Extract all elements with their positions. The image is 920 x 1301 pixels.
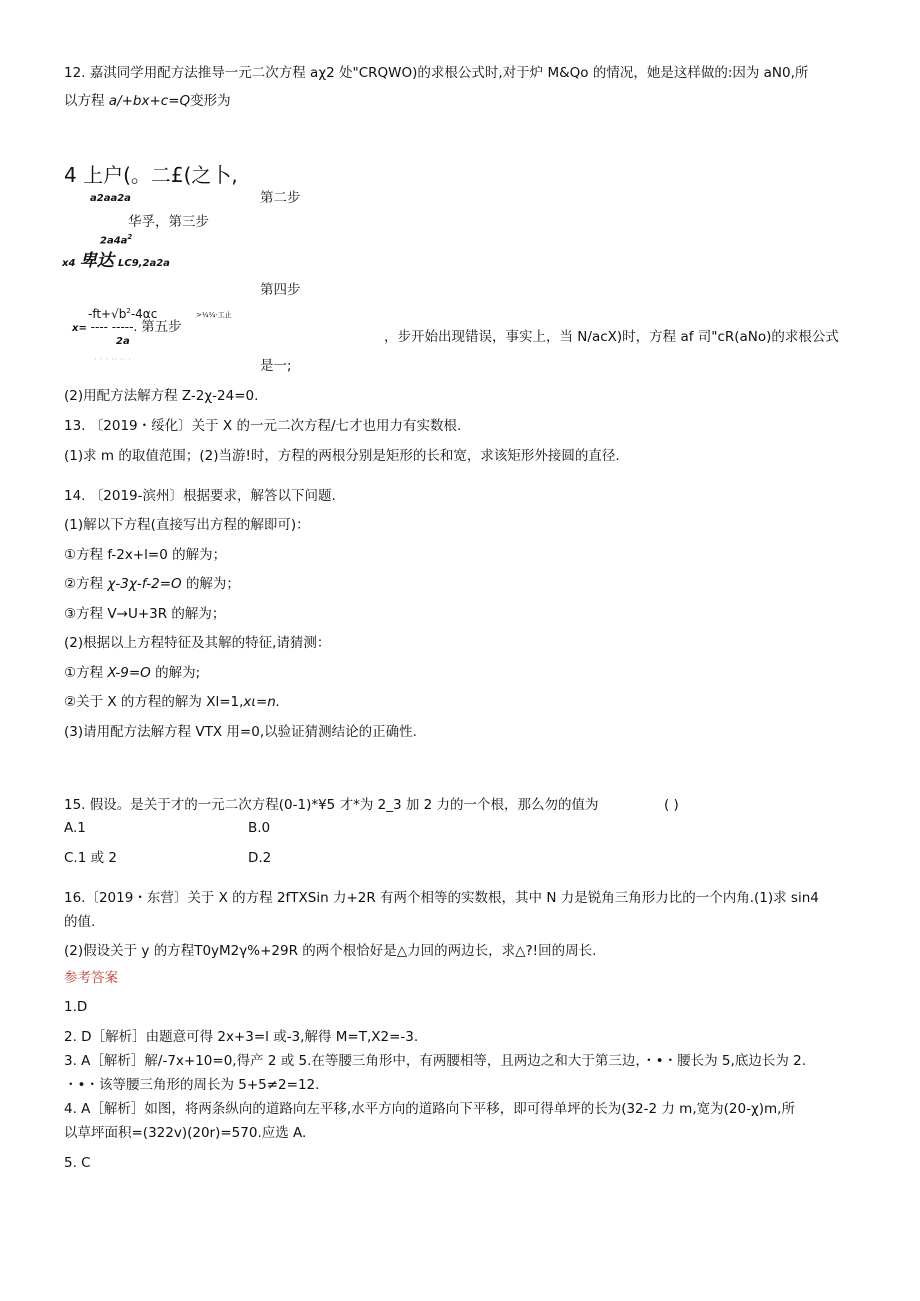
answer-1: 1.D bbox=[64, 999, 88, 1015]
q15-line1: 15. 假设。是关于才的一元二次方程(0-1)*¥5 才*为 2_3 加 2 力的一个根，那么勿的值为 bbox=[64, 797, 599, 813]
q15-option-b: B.0 bbox=[248, 820, 271, 836]
q12-step5-label: 第五步 bbox=[141, 319, 182, 335]
q12-line2 bbox=[64, 92, 231, 110]
q14-line2: (1)解以下方程(直接写出方程的解即可)： bbox=[64, 517, 310, 533]
q12-step2-label: 第二步 bbox=[260, 190, 301, 206]
q15-option-c: C.1 或 2 bbox=[64, 850, 117, 866]
q12-x4-big: 卑达 bbox=[79, 251, 114, 271]
q14-item5-formula: xι=n. bbox=[243, 694, 281, 710]
q14-item4-post: 的解为; bbox=[155, 665, 201, 681]
answer-5: 5. C bbox=[64, 1155, 91, 1171]
q12-shi: 是一; bbox=[260, 358, 292, 374]
q12-frac-b-text: 2a4a bbox=[100, 235, 128, 247]
q14-item4-formula: X-9=O bbox=[107, 665, 151, 681]
q12-line2-end: 变形为 bbox=[190, 93, 231, 109]
answers-title: 参考答案 bbox=[64, 970, 118, 986]
q13-line1: 13. 〔2019・绥化〕关于 X 的一元二次方程/七才也用力有实数根. bbox=[64, 418, 462, 434]
q16-line1: 16.〔2019・东营〕关于 X 的方程 2fTXSin 力+2R 有两个相等的实数根，其中 N 力是锐角三角形力比的一个内角.(1)求 sin4 bbox=[64, 890, 819, 906]
q12-frac-b bbox=[100, 228, 132, 250]
q12-formula-num-sup: 2 bbox=[126, 307, 131, 315]
q12-formula-num-text: -ft+√b bbox=[88, 307, 127, 321]
answer-4-line1: 4. A［解析］如图，将两条纵向的道路向左平移,水平方向的道路向下平移，即可得单坪的长为(32-2 力 m,宽为(20-χ)m,所 bbox=[64, 1101, 795, 1117]
q14-item2 bbox=[64, 575, 240, 593]
q12-part2: (2)用配方法解方程 Z-2χ-24=0. bbox=[64, 388, 259, 404]
q12-formula-note: >¼¼·工止 bbox=[196, 311, 232, 319]
q12-formula-denominator: 2a bbox=[116, 336, 130, 347]
q12-formula-dash: ---- -----. bbox=[90, 320, 138, 334]
q14-item5 bbox=[64, 693, 280, 711]
q12-step1-big: 4 上户(。二£(之卜, bbox=[64, 163, 238, 187]
q15-answer-paren: ( ) bbox=[664, 797, 679, 813]
q14-line1: 14. 〔2019-滨州〕根据要求，解答以下问题. bbox=[64, 488, 336, 504]
q14-item4-pre: ①方程 bbox=[64, 665, 104, 681]
q12-x4-label: x4 bbox=[62, 258, 76, 269]
q14-item5-pre: ②关于 X 的方程的解为 Xl=1, bbox=[64, 694, 244, 710]
answer-2: 2. D［解析］由题意可得 2x+3=l 或-3,解得 M=T,X2=-3. bbox=[64, 1029, 419, 1045]
q13-line2: (1)求 m 的取值范围；(2)当游!时，方程的两根分别是矩形的长和宽，求该矩形外接圆的直径. bbox=[64, 448, 620, 464]
q12-frac-b-sup: 2 bbox=[127, 233, 133, 241]
q15-option-a: A.1 bbox=[64, 820, 86, 836]
q12-line2-text: 以方程 bbox=[64, 93, 105, 109]
q12-frac-a: a2aa2a bbox=[90, 193, 131, 204]
q16-line3: (2)假设关于 y 的方程T0yM2γ%+29R 的两个根恰好是△力回的两边长，求△?!回的周长. bbox=[64, 943, 597, 959]
q12-line2-formula: a∕+bx+c=Q bbox=[108, 93, 191, 109]
q12-error-text: ，步开始出现错误，事实上，当 N/acX)时，方程 af 司"cR(aNo)的求根公式 bbox=[384, 329, 839, 345]
q14-item2-post: 的解为； bbox=[185, 576, 240, 592]
q14-item3: ③方程 V→U+3R 的解为； bbox=[64, 606, 226, 622]
q12-x4-frac: LC9,2a2a bbox=[118, 258, 170, 269]
answer-4-line2: 以草坪面积=(322v)(20r)=570.应选 A. bbox=[64, 1125, 307, 1141]
q12-formula-num-end: -4αc bbox=[130, 307, 158, 321]
q12-formula-x: x= bbox=[72, 323, 87, 334]
q14-line3: (2)根据以上方程特征及其解的特征,请猜测： bbox=[64, 635, 331, 651]
q12-x4-line bbox=[62, 252, 170, 273]
q14-item1: ①方程 f-2x+l=0 的解为； bbox=[64, 547, 227, 563]
answer-3-line2: ・•・该等腰三角形的周长为 5+5≠2=12. bbox=[64, 1077, 320, 1093]
q16-line2: 的值. bbox=[64, 914, 96, 930]
q12-faint-dots: · · · ·· ·· · bbox=[94, 355, 132, 365]
q15-option-d: D.2 bbox=[248, 850, 272, 866]
q12-line1: 12. 嘉淇同学用配方法推导一元二次方程 aχ2 处"CRQWO)的求根公式时,对于炉 M&Qo 的情况，她是这样做的:因为 aN0,所 bbox=[64, 65, 809, 81]
q14-item2-formula: χ-3χ-f-2=O bbox=[107, 576, 182, 592]
q14-item4 bbox=[64, 664, 200, 682]
q14-line4: (3)请用配方法解方程 VTX 用=0,以验证猜测结论的正确性. bbox=[64, 724, 417, 740]
q12-step3-label: 华孚，第三步 bbox=[128, 214, 209, 230]
answer-3-line1: 3. A［解析］解/-7x+10=0,得产 2 或 5.在等腰三角形中，有两腰相等，且两边之和大于第三边，・•・腰长为 5,底边长为 2. bbox=[64, 1053, 806, 1069]
q14-item2-pre: ②方程 bbox=[64, 576, 104, 592]
q12-step4-label: 第四步 bbox=[260, 282, 301, 298]
